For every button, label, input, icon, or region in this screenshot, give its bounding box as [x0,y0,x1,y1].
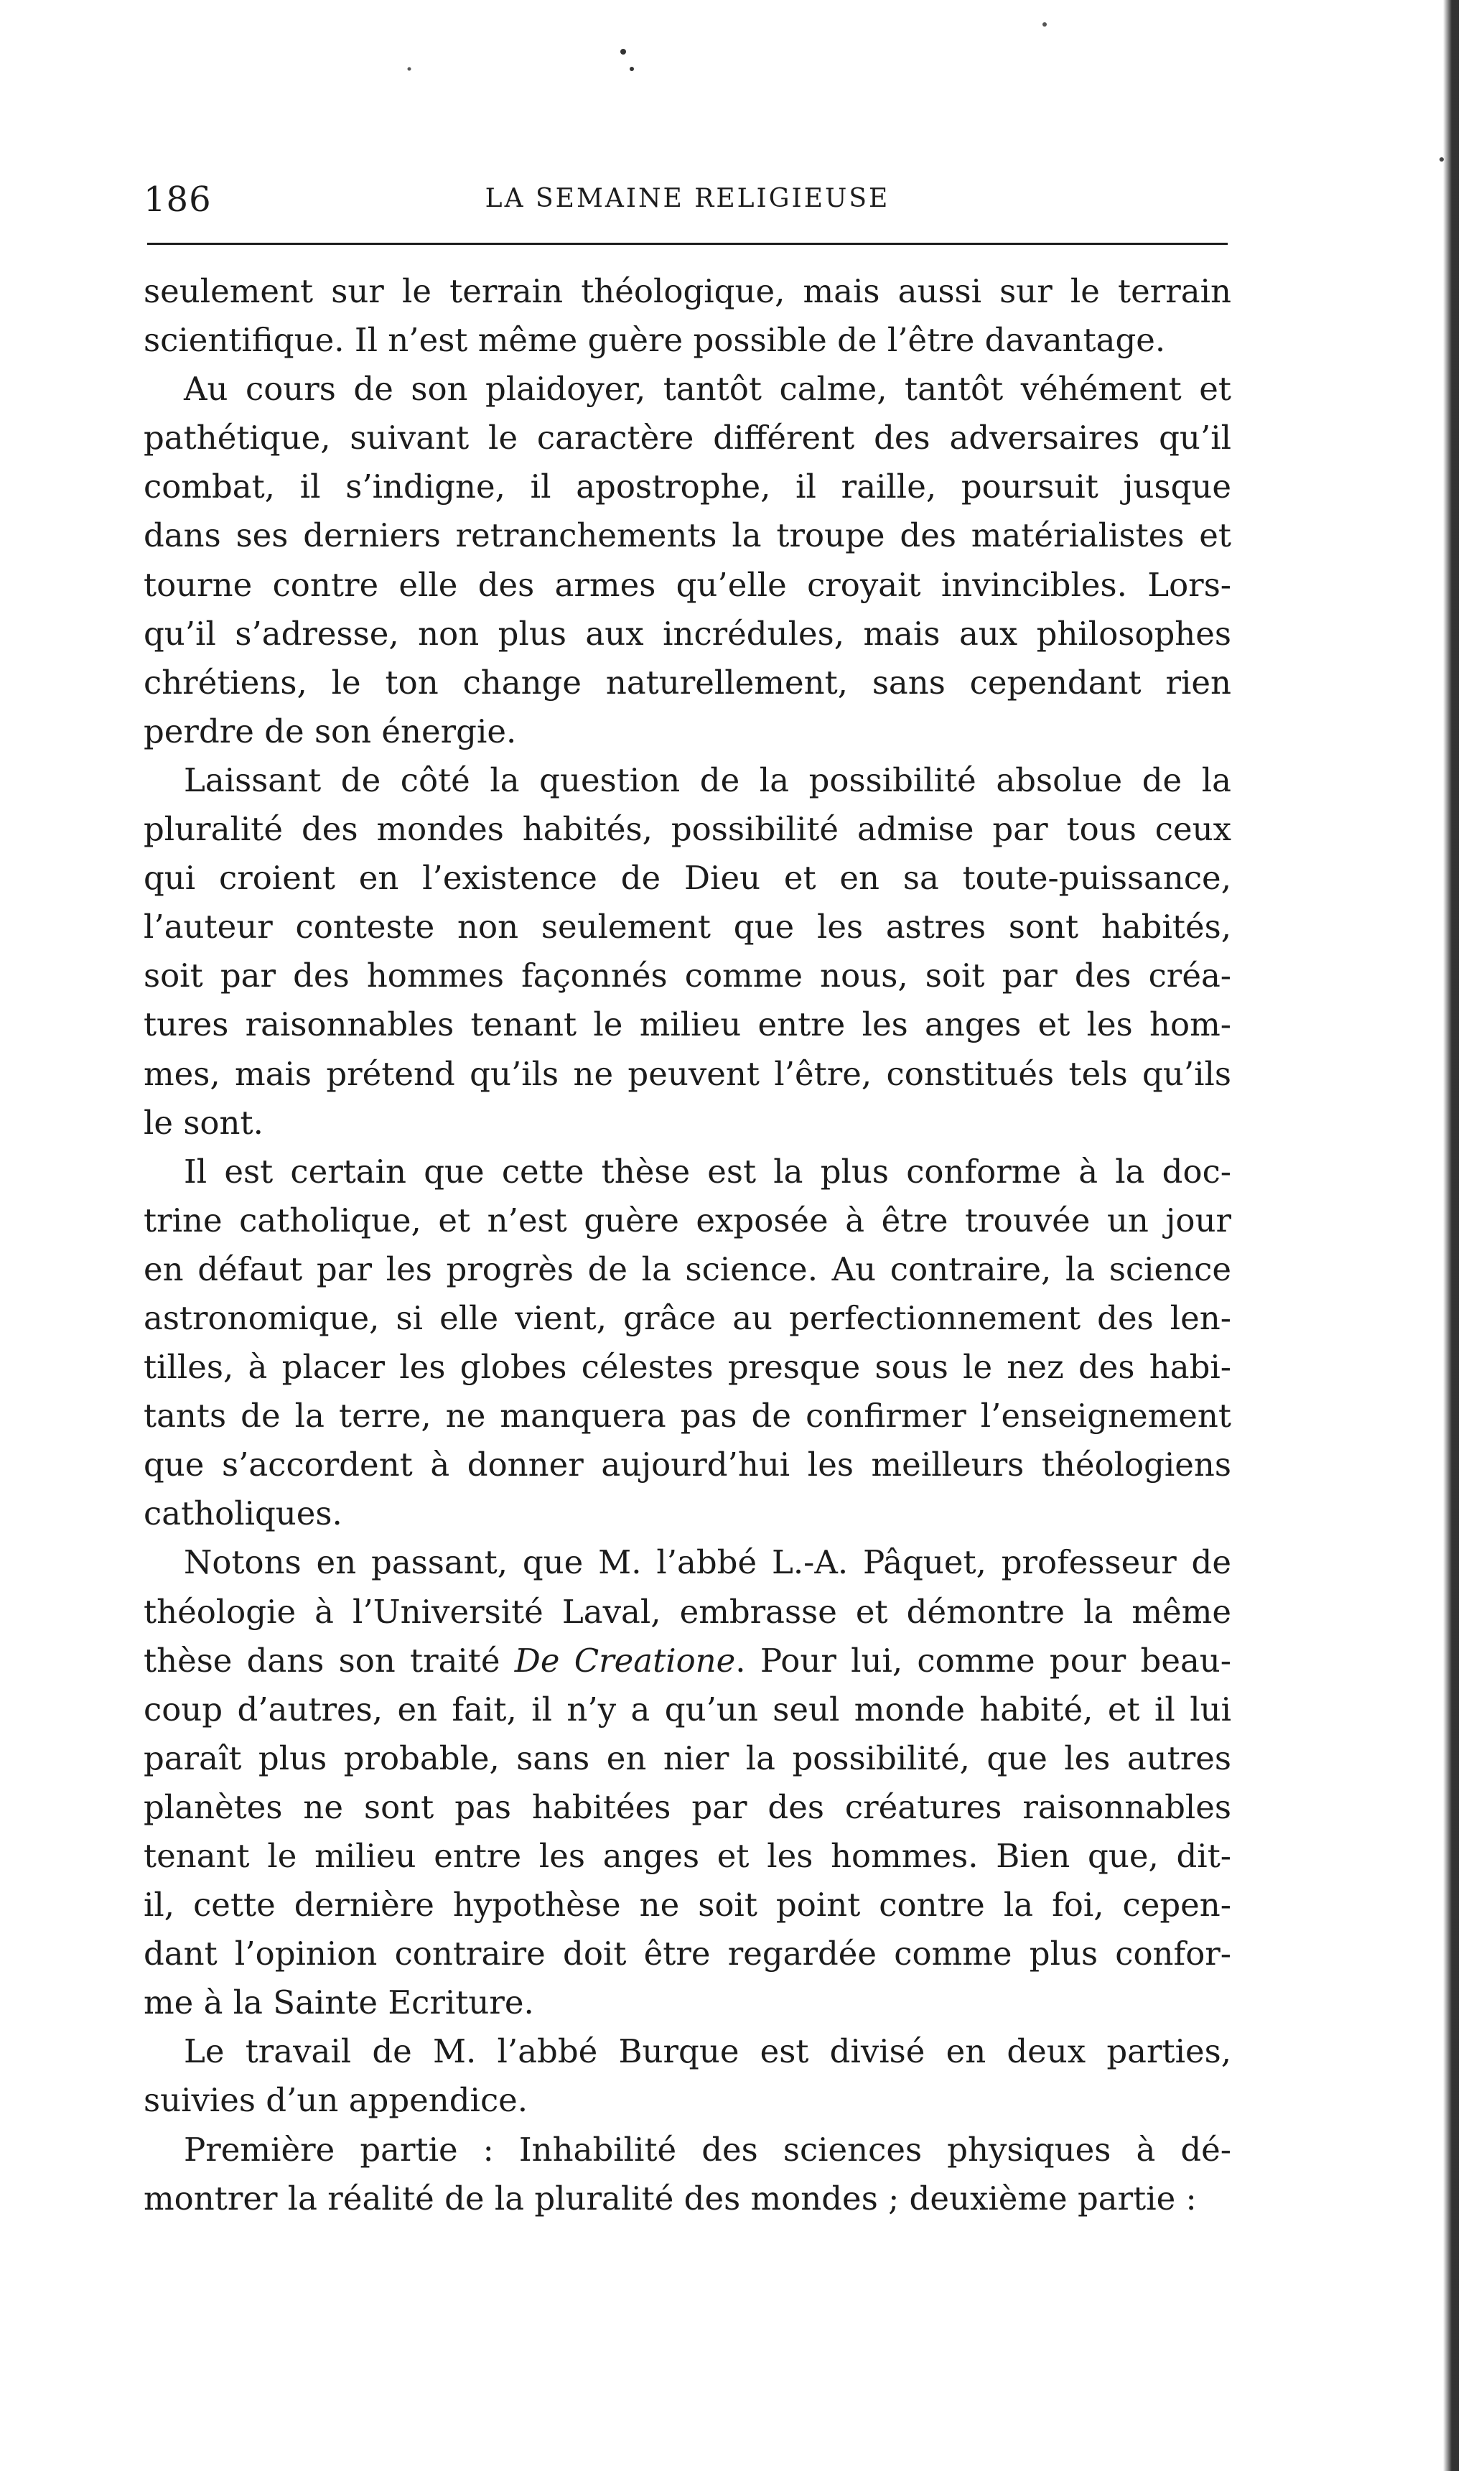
text-line: me à la Sainte Ecriture. [144,1983,534,2022]
page-edge-shadow [1443,0,1459,2471]
text-line: perdre de son énergie. [144,712,517,750]
text-line: paraît plus probable, sans en nier la possibilité, que les autres [144,1739,1231,1777]
text-line: coup d’autres, en fait, il n’y a qu’un seul monde habité, et il lui [144,1690,1231,1728]
text-line: montrer la réalité de la pluralité des mondes ; deuxième partie : [144,2179,1197,2218]
text-line: seulement sur le terrain théologique, mais aussi sur le terrain [144,272,1231,310]
text-line: mes, mais prétend qu’ils ne peuvent l’être, constitués tels qu’ils [144,1054,1231,1093]
text-line: Laissant de côté la question de la possibilité absolue de la [184,760,1231,799]
page-header [144,180,1231,230]
text-line: qui croient en l’existence de Dieu et en sa toute-puissance, [144,859,1231,898]
text-line: combat, il s’indigne, il apostrophe, il raille, poursuit jusque [144,467,1231,506]
body-text [144,267,1231,2223]
paragraph [144,365,1231,756]
text-line: tilles, à placer les globes célestes presque sous le nez des habi- [144,1348,1231,1387]
text-line: catholiques. [144,1494,342,1533]
paragraph [144,1148,1231,1539]
paragraph [144,267,1231,365]
text-line: pluralité des mondes habités, possibilité admise par tous ceux [144,810,1231,849]
text-line: que s’accordent à donner aujourd’hui les meilleurs théologiens [144,1446,1231,1484]
text-line: l’auteur conteste non seulement que les astres sont habités, [144,908,1231,946]
text-line: Au cours de son plaidoyer, tantôt calme, tantôt véhément et [184,370,1231,409]
paragraph [144,756,1231,1148]
text-line: tures raisonnables tenant le milieu entre les anges et les hom- [144,1005,1231,1044]
text-line: tenant le milieu entre les anges et les hommes. Bien que, dit- [144,1837,1231,1875]
text-line: il, cette dernière hypothèse ne soit point contre la foi, cepen- [144,1886,1231,1925]
text-line: astronomique, si elle vient, grâce au perfectionnement des len- [144,1298,1231,1337]
text-line: théologie à l’Université Laval, embrasse et démontre la même [144,1592,1231,1631]
text-line: le sont. [144,1103,263,1142]
text-line: tourne contre elle des armes qu’elle croyait invincibles. Lors- [144,565,1231,604]
text-line: suivies d’un appendice. [144,2081,528,2120]
text-line: pathétique, suivant le caractère différent des adversaires qu’il [144,419,1231,457]
text-line: en défaut par les progrès de la science. Au contraire, la science [144,1250,1231,1288]
paragraph [144,2027,1231,2125]
text-line: thèse dans son traité De Creatione. Pour lui, comme pour beau- [144,1641,1231,1680]
page-number: 186 [144,180,212,220]
running-head: LA SEMAINE RELIGIEUSE [485,184,890,213]
header-rule [147,243,1228,245]
text-line: qu’il s’adresse, non plus aux incrédules, mais aux philosophes [144,614,1231,653]
text-line: Il est certain que cette thèse est la plus conforme à la doc- [184,1152,1231,1191]
text-line: Première partie : Inhabilité des sciences physiques à dé- [184,2130,1231,2169]
text-line: scientifique. Il n’est même guère possible de l’être davantage. [144,321,1166,360]
text-line: dant l’opinion contraire doit être regardée comme plus confor- [144,1935,1231,1973]
text-line: dans ses derniers retranchements la troupe des matérialistes et [144,516,1231,555]
text-line: chrétiens, le ton change naturellement, sans cependant rien [144,663,1231,702]
text-line: trine catholique, et n’est guère exposée à être trouvée un jour [144,1201,1231,1239]
italic-title: De Creatione [514,1641,736,1680]
paragraph [144,1538,1231,2027]
text-line: soit par des hommes façonnés comme nous, soit par des créa- [144,957,1231,995]
text-line: tants de la terre, ne manquera pas de confirmer l’enseignement [144,1397,1231,1435]
text-line: Notons en passant, que M. l’abbé L.-A. Pâquet, professeur de [184,1543,1231,1582]
paragraph [144,2126,1231,2223]
text-line: Le travail de M. l’abbé Burque est divisé en deux parties, [184,2032,1231,2071]
text-line: planètes ne sont pas habitées par des créatures raisonnables [144,1787,1231,1826]
